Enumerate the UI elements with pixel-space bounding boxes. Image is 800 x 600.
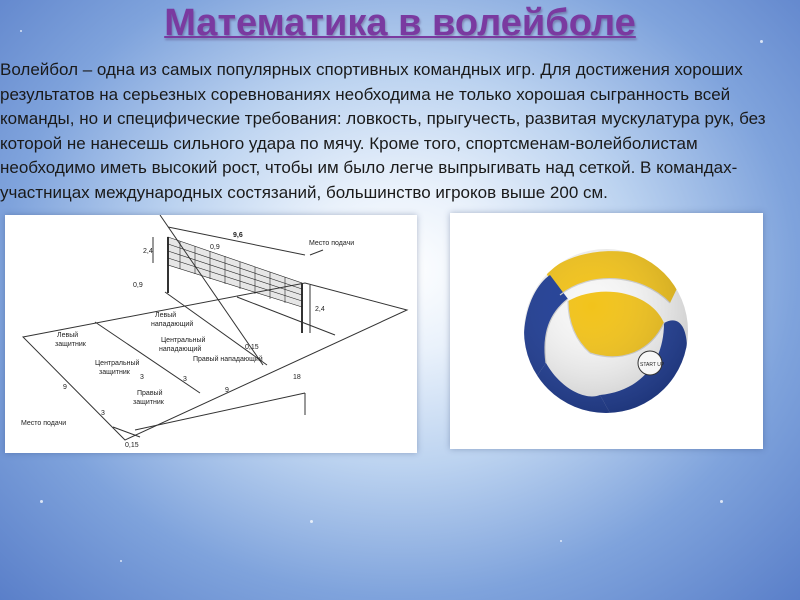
dim-width-top: 9,6 (233, 232, 243, 239)
dim-net-height: 2,4 (143, 248, 153, 255)
volleyball-svg (450, 213, 763, 449)
center-attacker-line2: нападающий (159, 346, 202, 353)
sparkle (720, 500, 723, 503)
dim-side: 0,9 (133, 282, 143, 289)
dim-18: 18 (293, 374, 301, 381)
center-defender-line1: Центральный (95, 360, 140, 367)
dim-line-bottom: 0,15 (125, 442, 139, 449)
dim-post: 2,4 (315, 306, 325, 313)
right-defender-line2: защитник (133, 399, 164, 406)
dim-3c: 3 (183, 376, 187, 383)
center-attacker-line1: Центральный (161, 337, 206, 344)
dim-line: 0,15 (245, 344, 259, 351)
dim-3b: 3 (140, 374, 144, 381)
dim-9b: 9 (225, 387, 229, 394)
left-defender-line2: защитник (55, 341, 86, 348)
ball-logo-text: START UP (640, 362, 665, 368)
court-diagram (5, 215, 417, 453)
sparkle (40, 500, 43, 503)
slide-title: Математика в волейболе (164, 2, 636, 44)
serve-label-bottom: Место подачи (21, 420, 67, 427)
serve-label-top: Место подачи (309, 240, 355, 247)
right-attacker: Правый нападающий (193, 356, 263, 363)
sparkle (310, 520, 313, 523)
center-defender-line2: защитник (99, 369, 130, 376)
court-diagram-svg (5, 215, 417, 453)
attack-line-right (237, 297, 335, 335)
right-defender-line1: Правый (137, 390, 163, 397)
dim-3a: 3 (101, 410, 105, 417)
slide-paragraph: Волейбол – одна из самых популярных спортивных командных игр. Для достижения хороших результатов на серьезных соревнованиях необходима не только хорошая сыгранность всей команды, но и специфические требования: ловкость, прыгучесть, развитая мускулатура рук, без которой не нанесешь сильного удара по мячу. Кроме того, спортсменам-волейболистам необходимо иметь высокий рост, чтобы им было легче выпрыгивать над сеткой. В командах-участницах международных состязаний, большинство игроков выше 200 см. (0, 60, 766, 202)
sparkle (120, 560, 122, 562)
sparkle (560, 540, 562, 542)
volleyball-image (450, 213, 763, 449)
left-attacker-line2: нападающий (151, 321, 194, 328)
dim-9a: 9 (63, 384, 67, 391)
left-attacker-line1: Левый (155, 312, 177, 319)
left-defender-line1: Левый (57, 332, 79, 339)
dim-net-top: 0,9 (210, 244, 220, 251)
